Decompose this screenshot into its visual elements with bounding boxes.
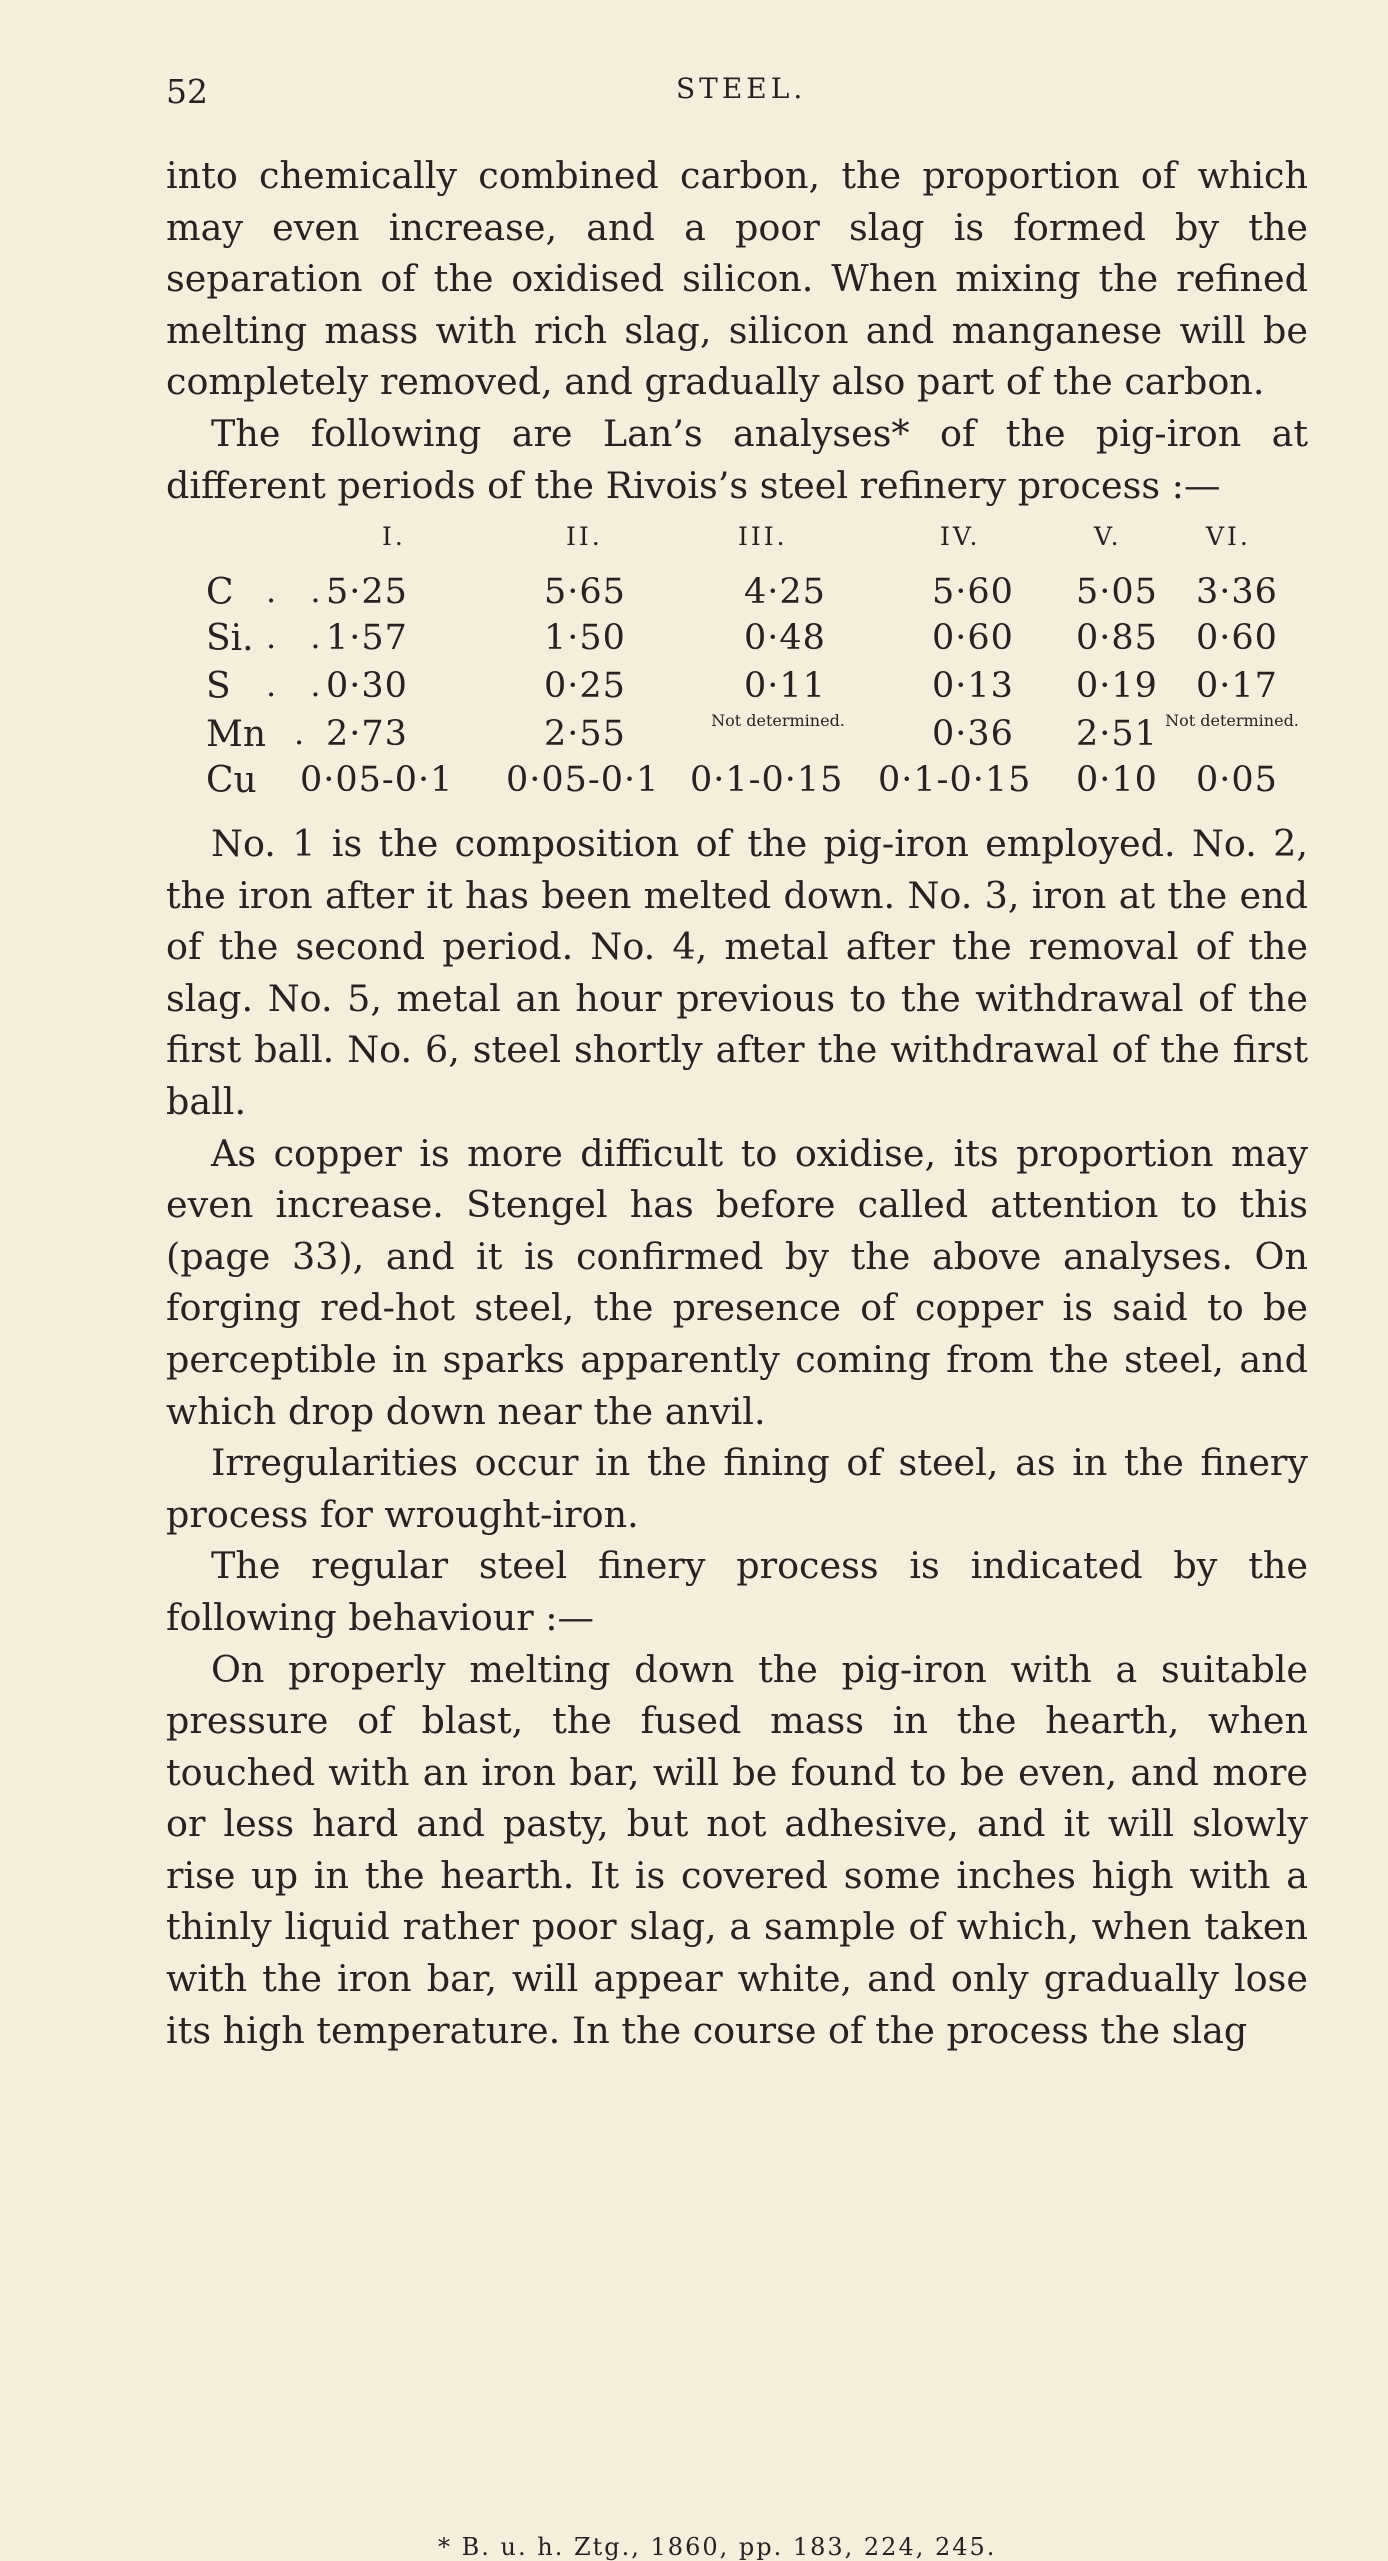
column-header-iv: IV.: [940, 522, 981, 551]
copper-v: 0·10: [1076, 760, 1158, 800]
paragraph-regular-process: The regular steel finery process is indicated by the following behaviour :—: [166, 1544, 1308, 1639]
column-header-vi: VI.: [1206, 522, 1251, 551]
silicon-ii: 1·50: [544, 618, 626, 658]
carbon-iii: 4·25: [744, 572, 826, 612]
row-leader-manganese: .: [294, 714, 317, 752]
manganese-i: 2·73: [326, 714, 408, 754]
silicon-i: 1·57: [326, 618, 408, 658]
row-leader-silicon: . .: [266, 618, 333, 656]
column-header-iii: III.: [738, 522, 788, 551]
paragraph-table-notes: No. 1 is the composition of the pig-iron employed. No. 2, the iron after it has been melted down. No. 3, iron at the end of the second period. No. 4, metal after the removal of the slag. No. 5, metal an hour previous to the withdrawal of the first ball. No. 6, steel shortly after the withdrawal of the first ball.: [166, 822, 1308, 1123]
copper-vi: 0·05: [1196, 760, 1278, 800]
opening-text: [166, 150, 1308, 511]
main-text-after-table: [166, 818, 1308, 2056]
carbon-ii: 5·65: [544, 572, 626, 612]
paragraph-melting: On properly melting down the pig-iron with a suitable pressure of blast, the fused mass in the hearth, when touched with an iron bar, will be found to be even, and more or less hard and pasty, but not adhesive, and it will slowly rise up in the hearth. It is covered some inches high with a thinly liquid rather poor slag, a sample of which, when taken with the iron bar, will appear white, and only gradually lose its high temperature. In the course of the process the slag: [166, 1647, 1308, 2052]
manganese-iii-not-determined: [708, 712, 848, 729]
row-leader-sulphur: . .: [266, 666, 333, 704]
manganese-iii-value: Not determined.: [711, 711, 845, 730]
column-header-i: I.: [382, 522, 406, 551]
copper-i: 0·05-0·1: [300, 760, 454, 800]
sulphur-iii: 0·11: [744, 666, 826, 706]
manganese-vi-value: Not determined.: [1165, 711, 1299, 730]
copper-iv: 0·1-0·15: [878, 760, 1032, 800]
paragraph-continuation: into chemically combined carbon, the proportion of which may even increase, and a poor slag is formed by the separation of the oxidised silicon. When mixing the refined melting mass with rich slag, silicon and manganese will be completely removed, and gradually also part of the carbon.: [166, 154, 1308, 404]
page-number: 52: [166, 72, 208, 111]
carbon-iv: 5·60: [932, 572, 1014, 612]
running-title: STEEL.: [676, 72, 807, 105]
silicon-iv: 0·60: [932, 618, 1014, 658]
paragraph-irregularities: Irregularities occur in the fining of steel, as in the finery process for wrought-iron.: [166, 1441, 1308, 1536]
paragraph-copper: As copper is more difficult to oxidise, its proportion may even increase. Stengel has before called attention to this (page 33), and it is confirmed by the above analyses. On forging red-hot steel, the presence of copper is said to be perceptible in sparks apparently coming from the steel, and which drop down near the anvil.: [166, 1131, 1308, 1433]
sulphur-v: 0·19: [1076, 666, 1158, 706]
row-leader-carbon: . .: [266, 572, 333, 610]
row-label-sulphur: S: [206, 666, 231, 707]
paragraph-analysis-intro: The following are Lan’s analyses* of the pig-iron at different periods of the Rivois’s steel refinery process :—: [166, 411, 1308, 507]
silicon-vi: 0·60: [1196, 618, 1278, 658]
manganese-ii: 2·55: [544, 714, 626, 754]
carbon-vi: 3·36: [1196, 572, 1278, 612]
copper-iii: 0·1-0·15: [690, 760, 844, 800]
manganese-iv: 0·36: [932, 714, 1014, 754]
silicon-v: 0·85: [1076, 618, 1158, 658]
sulphur-ii: 0·25: [544, 666, 626, 706]
manganese-vi-not-determined: [1162, 712, 1302, 729]
row-label-silicon: Si.: [206, 618, 254, 659]
silicon-iii: 0·48: [744, 618, 826, 658]
analysis-table: [206, 522, 1314, 804]
sulphur-vi: 0·17: [1196, 666, 1278, 706]
row-label-carbon: C: [206, 572, 234, 613]
manganese-v: 2·51: [1076, 714, 1158, 754]
sulphur-i: 0·30: [326, 666, 408, 706]
page-header: [166, 72, 1306, 116]
footnote: * B. u. h. Ztg., 1860, pp. 183, 224, 245.: [438, 2533, 997, 2561]
carbon-v: 5·05: [1076, 572, 1158, 612]
column-header-v: V.: [1094, 522, 1122, 551]
column-header-ii: II.: [566, 522, 603, 551]
row-label-copper: Cu: [206, 760, 257, 801]
copper-ii: 0·05-0·1: [506, 760, 660, 800]
row-label-manganese: Mn: [206, 714, 267, 755]
carbon-i: 5·25: [326, 572, 408, 612]
sulphur-iv: 0·13: [932, 666, 1014, 706]
